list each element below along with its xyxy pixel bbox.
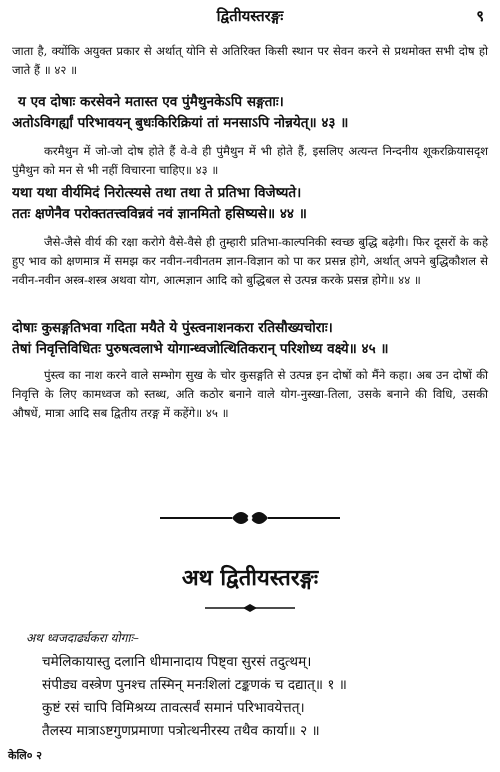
commentary-44: जैसे-जैसे वीर्य की रक्षा करोगे वैसे-वैसे ही तुम्हारी प्रतिभा-काल्पनिकी स्वच्छ बुद्धि बढ़ेगी। फिर दूसरों के कहे हुए भाव को क्षणमात्र में समझ कर नवीन-नवीनतम ज्ञान-विज्ञान को पा कर प्रसन्न होगे, अर्थात् अपने बुद्धिकौशल से नवीन-नवीन अस्त्र-शस्त्र अथवा योग, आत्मज्ञान आदि को बुद्धिबल से उत्पन्न करके प्रसन्न होगे॥ ४४ ॥ [12, 235, 488, 287]
signature-mark: केलि० २ [8, 749, 43, 762]
page-header [0, 6, 500, 28]
verse-45 [12, 318, 488, 360]
verse-line: ततः क्षणेनैव परोक्ततत्त्वविन्नवं नवं ज्ञानमितो हसिष्यसे॥ ४४ ॥ [12, 206, 307, 222]
running-title: द्वितीयस्तरङ्गः [216, 7, 284, 25]
page-number: ९ [476, 7, 484, 25]
sanskrit-verse-line: संपीड्य वस्त्रेण पुनश्च तस्मिन् मनःशिलां टङ्कणकं च दद्यात्॥ १ ॥ [42, 677, 347, 693]
commentary-45: पुंस्त्व का नाश करने वाले सम्भोग सुख के चोर कुसङ्गति से उत्पन्न इन दोषों को मैंने कहा। अब उन दोषों की निवृत्ति के लिए कामध्वज को स्तब्ध, अति कठोर बनाने वाले योग-नुस्खा-तिला, उसके बनाने की विधि, उसकी औषधें, मात्रा आदि सब द्वितीय तरङ्ग में कहेंगे॥ ४५ ॥ [12, 368, 488, 420]
ornament-divider-icon [160, 508, 340, 528]
chapter-title: अथ द्वितीयस्तरङ्गः [181, 565, 319, 591]
verse-line: य एव दोषाः करसेवने मतास्त एव पुंमैथुनकेऽपि सङ्गताः। [18, 94, 284, 110]
verse-line: यथा यथा वीर्यमिदं निरोत्स्यसे तथा तथा ते प्रतिभा विजेष्यते। [12, 185, 302, 201]
sanskrit-verse-line: चमेलिकायास्तु दलानि धीमानादाय पिष्ट्वा सुरसं तदुत्थम्। [42, 654, 312, 670]
verse-44 [12, 183, 488, 225]
commentary-43: करमैथुन में जो-जो दोष होते हैं वे-वे ही पुंमैथुन में भी होते हैं, इसलिए अत्यन्त निन्दनीय शूकरक्रियासदृश पुंमैथुन को मन से भी नहीं विचारना चाहिए॥ ४३ ॥ [12, 144, 488, 177]
verse-43 [12, 92, 488, 134]
sanskrit-verse-line: कुष्टं रसं चापि विमिश्रय्य तावत्सर्वं समानं परिभावयेत्तत्। [42, 700, 305, 716]
sanskrit-verse-line: तैलस्य मात्राऽष्टगुणप्रमाणा पत्रोत्थनीरस्य तथैव कार्या॥ २ ॥ [42, 723, 320, 739]
commentary-42: जाता है, क्योंकि अयुक्त प्रकार से अर्थात् योनि से अतिरिक्त किसी स्थान पर सेवन करने से प्रथमोक्त सभी दोष हो जाते हैं ॥ ४२ ॥ [12, 44, 488, 77]
yoga-heading: अथ ध्वजदार्ढ्यकरा योगाः– [26, 631, 139, 645]
title-rule-icon [205, 603, 295, 613]
verse-line: अतोऽविगर्ह्यां परिभावयन् बुधःकिरिक्रियां तां मनसाऽपि नोन्नयेत्॥ ४३ ॥ [12, 115, 349, 131]
verse-line: दोषाः कुसङ्गतिभवा गदिता मयैते ये पुंस्त्वनाशनकरा रतिसौख्यचोराः। [12, 320, 333, 336]
verse-line: तेषां निवृत्तिविधितः पुरुषत्वलाभे योगान्ध्वजोत्थितिकरान् परिशोध्य वक्ष्ये॥ ४५ ॥ [12, 341, 389, 357]
